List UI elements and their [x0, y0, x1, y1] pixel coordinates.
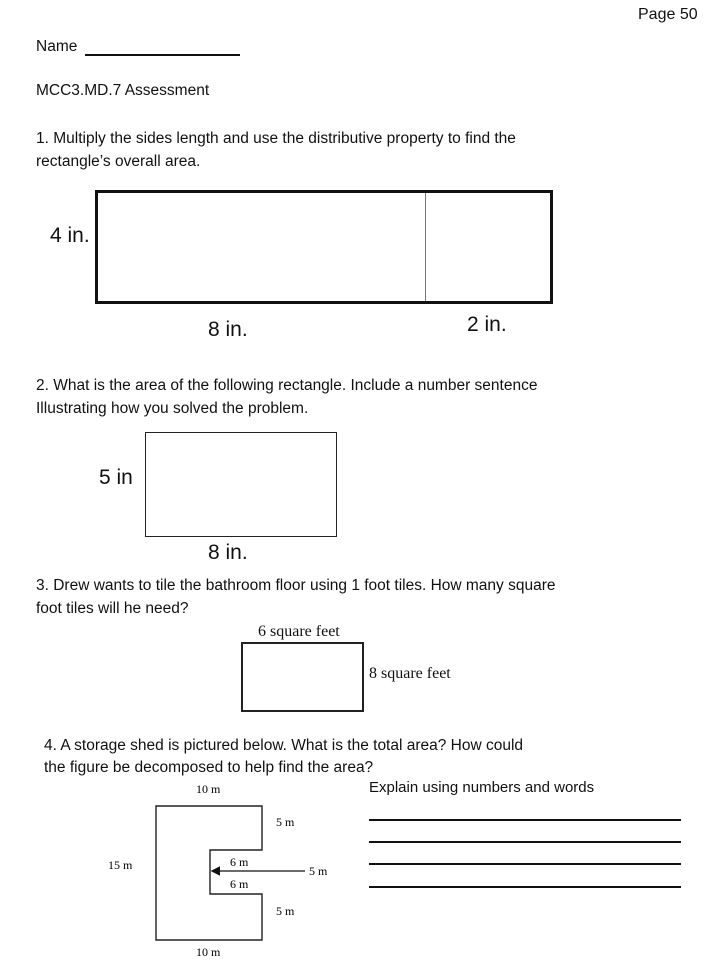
q4-shed-outline — [156, 806, 262, 940]
q1-rectangle — [95, 190, 553, 304]
q2-height-label: 5 in — [99, 466, 133, 489]
q4-shed-figure — [100, 780, 360, 960]
q3-right-label: 8 square feet — [369, 665, 451, 682]
q3-prompt-line1: 3. Drew wants to tile the bathroom floor using 1 foot tiles. How many square — [36, 577, 556, 594]
q1-prompt-line1: 1. Multiply the sides length and use the distributive property to find the — [36, 130, 516, 147]
q4-left-label: 15 m — [108, 858, 133, 872]
q1-height-label: 4 in. — [50, 224, 90, 247]
q4-notch-top-label: 6 m — [230, 855, 249, 869]
q4-arrow-label: 5 m — [309, 864, 328, 878]
q1-prompt-line2: rectangle’s overall area. — [36, 153, 201, 170]
q4-top-label: 10 m — [196, 782, 221, 796]
q4-upper-right-label: 5 m — [276, 815, 295, 829]
q2-rectangle — [145, 432, 337, 537]
name-label: Name — [36, 38, 78, 55]
q2-prompt-line1: 2. What is the area of the following rectangle. Include a number sentence — [36, 377, 538, 394]
page-number: Page 50 — [638, 6, 698, 23]
q1-divider-line — [425, 193, 426, 301]
q3-prompt-line2: foot tiles will he need? — [36, 600, 189, 617]
q4-prompt-line2: the figure be decomposed to help find the area? — [44, 759, 374, 776]
q4-prompt-line1: 4. A storage shed is pictured below. What is the total area? How could — [44, 737, 524, 754]
q3-top-label: 6 square feet — [258, 623, 340, 640]
answer-line-1 — [369, 819, 681, 821]
q4-explain-label: Explain using numbers and words — [369, 779, 595, 796]
answer-line-3 — [369, 863, 681, 865]
q4-bottom-label: 10 m — [196, 945, 221, 959]
answer-line-2 — [369, 841, 681, 843]
answer-line-4 — [369, 886, 681, 888]
standard-title: MCC3.MD.7 Assessment — [36, 82, 210, 99]
q3-rectangle — [241, 642, 364, 712]
q2-prompt-line2: Illustrating how you solved the problem. — [36, 400, 309, 417]
q4-lower-right-label: 5 m — [276, 904, 295, 918]
q1-width-left-label: 8 in. — [208, 318, 248, 341]
q4-notch-bottom-label: 6 m — [230, 877, 249, 891]
q2-width-label: 8 in. — [208, 541, 248, 564]
q1-width-right-label: 2 in. — [467, 313, 507, 336]
name-line — [85, 54, 240, 56]
